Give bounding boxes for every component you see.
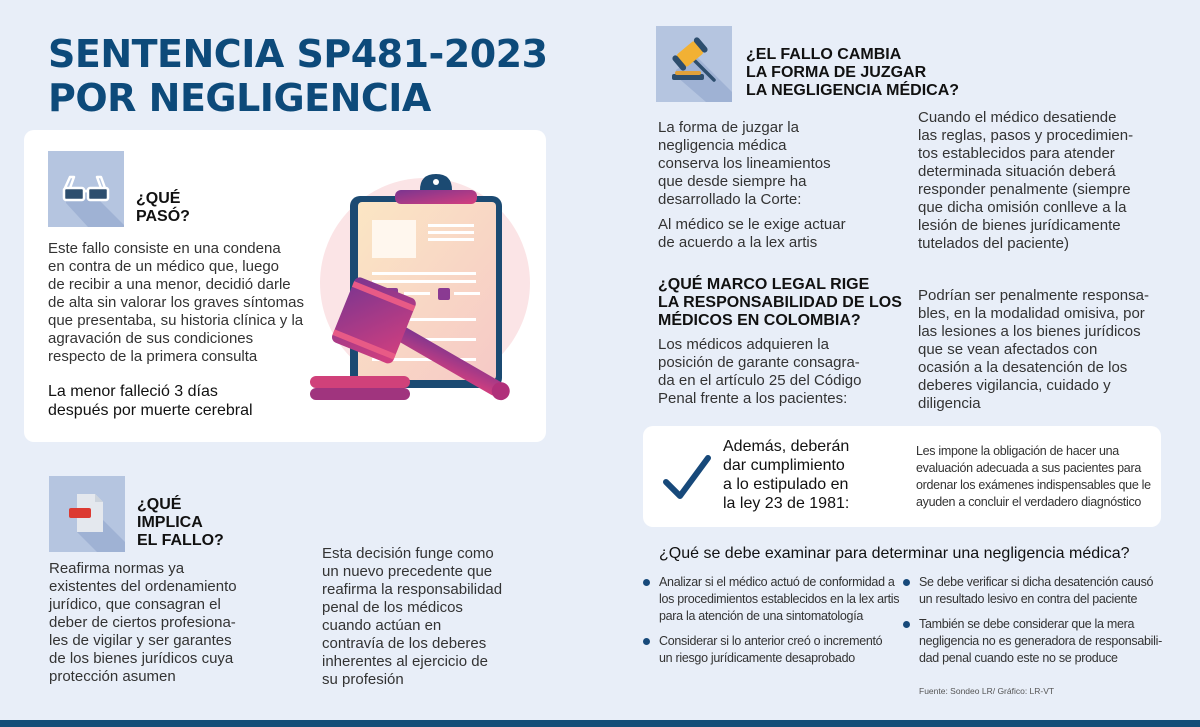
body-line: Los médicos adquieren la <box>658 336 829 353</box>
page-title <box>48 32 548 120</box>
que-implica-col2 <box>322 545 502 689</box>
source-credit: Fuente: Sondeo LR/ Gráfico: LR-VT <box>919 686 1055 696</box>
body-line: Les impone la obligación de hacer una <box>916 444 1119 458</box>
heading-line: LA FORMA DE JUZGAR <box>746 64 927 81</box>
cambia-col1 <box>658 119 831 209</box>
body-line: agravación de sus condiciones <box>48 330 254 347</box>
examinar-left-list <box>643 574 903 675</box>
heading-line: LA NEGLIGENCIA MÉDICA? <box>746 82 960 99</box>
gavel-icon <box>656 26 732 102</box>
body-line: lesión de bienes jurídicamente <box>918 217 1121 234</box>
body-line: ocasión a la desatención de los <box>918 359 1128 376</box>
marco-legal-col2 <box>918 287 1149 413</box>
body-line: la ley 23 de 1981: <box>723 495 850 512</box>
item-line: Considerar si lo anterior creó o incrementó <box>659 634 883 648</box>
body-line: inherentes al ejercicio de <box>322 653 488 670</box>
body-line: de recibir a una menor, decidió darle <box>48 276 291 293</box>
checkmark-icon <box>662 452 714 502</box>
body-line: a lo estipulado en <box>723 476 849 493</box>
body-line: protección asumen <box>49 668 176 685</box>
cambia-heading <box>746 46 959 100</box>
heading-line: ¿QUÉ <box>136 190 181 207</box>
highlight-line: después por muerte cerebral <box>48 402 253 419</box>
body-line: evaluación adecuada a sus pacientes para <box>916 461 1141 475</box>
body-line: las reglas, pasos y procedimien- <box>918 127 1134 144</box>
body-line: en contra de un médico que, luego <box>48 258 279 275</box>
list-item <box>903 616 1183 667</box>
que-implica-heading <box>137 496 224 550</box>
body-line: contravía de los deberes <box>322 635 487 652</box>
body-line: Penal frente a los pacientes: <box>658 390 848 407</box>
body-line: ayuden a concluir el verdadero diagnóstico <box>916 495 1142 509</box>
body-line: La forma de juzgar la <box>658 119 799 136</box>
list-item <box>643 574 903 625</box>
body-line: deberes vigilancia, cuidado y <box>918 377 1111 394</box>
body-line: da en el artículo 25 del Código <box>658 372 862 389</box>
body-line: deber de ciertos profesiona- <box>49 614 236 631</box>
examinar-right-list <box>903 574 1183 675</box>
heading-line: ¿QUÉ MARCO LEGAL RIGE <box>658 276 870 293</box>
body-line: que presentaba, su historia clínica y la <box>48 312 304 329</box>
item-line: También se debe considerar que la mera <box>919 617 1135 631</box>
body-line: Podrían ser penalmente responsa- <box>918 287 1149 304</box>
body-line: cuando actúan en <box>322 617 442 634</box>
item-line: Se debe verificar si dicha desatención causó <box>919 575 1154 589</box>
body-line: que dicha omisión conlleve a la <box>918 199 1127 216</box>
item-line: Analizar si el médico actuó de conformidad a <box>659 575 895 589</box>
body-line: penal de los médicos <box>322 599 463 616</box>
body-line: que se vean afectados con <box>918 341 1098 358</box>
body-line: que desde siempre ha <box>658 173 807 190</box>
list-item <box>903 574 1183 608</box>
body-line: de acuerdo a la lex artis <box>658 234 818 251</box>
body-line: de los bienes jurídicos cuya <box>49 650 234 667</box>
item-line: un riesgo jurídicamente desaprobado <box>659 651 855 665</box>
item-line: negligencia no es generadora de responsabili- <box>919 634 1162 648</box>
bullet-dot <box>643 579 650 586</box>
body-line: un nuevo precedente que <box>322 563 493 580</box>
body-line: conserva los lineamientos <box>658 155 831 172</box>
body-line: tos establecidos para atender <box>918 145 1115 162</box>
item-line: un resultado lesivo en contra del paciente <box>919 592 1138 606</box>
highlight-line: La menor falleció 3 días <box>48 383 218 400</box>
body-line: jurídico, que consagran el <box>49 596 221 613</box>
body-line: desarrollado la Corte: <box>658 191 802 208</box>
body-line: determinada situación deberá <box>918 163 1116 180</box>
item-line: para la atención de una sintomatología <box>659 609 864 623</box>
body-line: Cuando el médico desatiende <box>918 109 1117 126</box>
heading-line: PASÓ? <box>136 208 190 225</box>
marco-legal-col1 <box>658 336 861 408</box>
body-line: Reafirma normas ya <box>49 560 185 577</box>
title-line-2: POR NEGLIGENCIA <box>48 76 431 120</box>
item-line: dad penal cuando este no se produce <box>919 651 1118 665</box>
item-line: los procedimientos establecidos en la lex artis <box>659 592 900 606</box>
marco-legal-heading <box>658 276 902 330</box>
heading-line: ¿QUÉ <box>137 496 182 513</box>
body-line: negligencia médica <box>658 137 787 154</box>
list-item <box>643 633 903 667</box>
bullet-dot <box>903 621 910 628</box>
heading-line: ¿EL FALLO CAMBIA <box>746 46 902 63</box>
title-line-1: SENTENCIA SP481-2023 <box>48 32 548 76</box>
body-line: responder penalmente (siempre <box>918 181 1131 198</box>
body-line: posición de garante consagra- <box>658 354 860 371</box>
body-line: tutelados del paciente) <box>918 235 1069 252</box>
body-line: su profesión <box>322 671 404 688</box>
body-line: Al médico se le exige actuar <box>658 216 846 233</box>
heading-line: IMPLICA <box>137 514 203 531</box>
body-line: las lesiones a los bienes jurídicos <box>918 323 1141 340</box>
body-line: de alta sin valorar los graves síntomas <box>48 294 304 311</box>
heading-line: LA RESPONSABILIDAD DE LOS <box>658 294 902 311</box>
cambia-col2 <box>918 109 1133 253</box>
body-line: les de vigilar y ser garantes <box>49 632 232 649</box>
document-icon <box>49 476 125 552</box>
body-line: diligencia <box>918 395 981 412</box>
body-line: Esta decisión funge como <box>322 545 494 562</box>
clipboard-gavel-illustration <box>300 168 540 408</box>
body-line: dar cumplimiento <box>723 457 845 474</box>
examinar-question: ¿Qué se debe examinar para determinar una negligencia médica? <box>659 545 1130 562</box>
que-implica-col1 <box>49 560 237 686</box>
heading-line: EL FALLO? <box>137 532 224 549</box>
que-paso-heading <box>136 190 190 226</box>
body-line: respecto de la primera consulta <box>48 348 258 365</box>
body-line: bles, en la modalidad omisiva, por <box>918 305 1145 322</box>
glasses-icon <box>48 151 124 227</box>
que-paso-highlight <box>48 382 253 420</box>
cambia-col1b <box>658 216 846 252</box>
heading-line: MÉDICOS EN COLOMBIA? <box>658 312 861 329</box>
body-line: reafirma la responsabilidad <box>322 581 503 598</box>
body-line: ordenar los exámenes indispensables que le <box>916 478 1151 492</box>
ley-left-text <box>723 437 849 513</box>
body-line: Este fallo consiste en una condena <box>48 240 281 257</box>
bullet-dot <box>643 638 650 645</box>
ley-right-text <box>916 443 1151 511</box>
body-line: Además, deberán <box>723 438 850 455</box>
bullet-dot <box>903 579 910 586</box>
bottom-bar <box>0 720 1200 727</box>
que-paso-body <box>48 240 304 366</box>
body-line: existentes del ordenamiento <box>49 578 237 595</box>
